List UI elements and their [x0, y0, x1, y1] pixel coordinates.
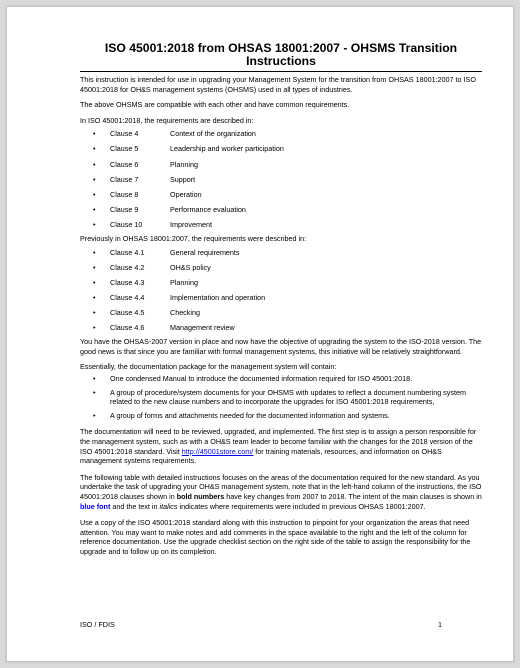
list-item: [80, 411, 482, 421]
bullet-icon: •: [93, 144, 96, 154]
bullet-icon: •: [93, 174, 96, 184]
clause-name: Planning: [170, 159, 198, 169]
compatible-paragraph: The above OHSMS are compatible with each other and have common requirements.: [80, 100, 350, 110]
upgrade-paragraph: You have the OHSAS-2007 version in place and now have the objective of upgrading the system to the ISO-2018 version. The good news is that since you are familiar with formal management systems, this initiative will be relatively straightforward.: [80, 337, 482, 356]
clause-name: Checking: [170, 308, 200, 317]
copy-paragraph: Use a copy of the ISO 45001:2018 standard along with this instruction to pinpoint for your organization the areas that need attention. You may want to make notes and add comments in the space available to the right and the left of the column for reference documentation. Use the upgrade checklist section on the right side of the table to assign the responsibility for the upgrade and to follow up on its completion.: [80, 518, 471, 556]
bullet-icon: •: [93, 247, 96, 257]
italics-text: italics: [159, 501, 178, 511]
store-link[interactable]: http://45001store.com/: [181, 446, 254, 456]
table-text-3: and the text in: [110, 501, 160, 511]
clause-number: Clause 4.3: [110, 277, 145, 287]
clause-name: Performance evaluation: [170, 204, 246, 214]
clause-number: Clause 4.6: [110, 323, 145, 333]
table-text-1: The following table with detailed instructions focuses on the areas of the documentation required for the new standard. As you undertake the task of upgrading your OH&S management system, note that in the left-hand column of the instructions, the ISO 45001:2018 clauses shown in: [80, 472, 482, 501]
clause-number: Clause 6: [110, 159, 139, 169]
bullet-icon: •: [93, 189, 96, 199]
package-list: [80, 374, 482, 420]
ohsas-clause-list: [80, 247, 482, 338]
clause-number: Clause 7: [110, 174, 139, 184]
clause-name: Leadership and worker participation: [170, 144, 284, 154]
list-item: [80, 322, 482, 337]
list-item: [80, 388, 482, 407]
clause-name: OH&S policy: [170, 262, 211, 272]
blue-font-text: blue font: [80, 501, 111, 511]
bullet-icon: •: [93, 277, 96, 287]
bold-numbers-text: bold numbers: [176, 491, 225, 501]
table-instructions-paragraph: [80, 473, 482, 511]
list-item: [80, 204, 482, 219]
bullet-icon: •: [93, 410, 96, 420]
bullet-icon: •: [93, 204, 96, 214]
document-title: ISO 45001:2018 from OHSAS 18001:2007 - OHSMS Transition Instructions: [80, 42, 482, 72]
list-item: [80, 292, 482, 307]
list-item: [80, 189, 482, 204]
intro-paragraph: This instruction is intended for use in upgrading your Management System for the transition from OHSAS 18001:2007 to ISO 45001:2018 for OH&S management systems (OHSMS) used in all types of industries.: [80, 75, 476, 94]
clause-number: Clause 9: [110, 204, 139, 214]
clause-number: Clause 4: [110, 129, 139, 139]
list-item: [80, 174, 482, 189]
clause-number: Clause 10: [110, 219, 143, 229]
footer-label: ISO / FDIS: [80, 620, 115, 629]
bullet-icon: •: [93, 387, 96, 397]
list-item: [80, 277, 482, 292]
bullet-icon: •: [93, 308, 96, 317]
list-item: [80, 247, 482, 262]
clause-name: Planning: [170, 277, 198, 287]
package-item-text: One condensed Manual to introduce the documented information required for ISO 45001:2018.: [110, 373, 413, 383]
iso-lead-paragraph: In ISO 45001:2018, the requirements are described in:: [80, 115, 254, 125]
clause-name: Support: [170, 174, 196, 184]
list-item: [80, 159, 482, 174]
clause-name: Context of the organization: [170, 129, 256, 139]
list-item: [80, 262, 482, 277]
package-item-text: A group of forms and attachments needed for the documented information and systems.: [110, 410, 390, 420]
package-lead-paragraph: Essentially, the documentation package for the management system will contain:: [80, 362, 337, 372]
document-body: [80, 42, 482, 556]
review-text-end: for training materials, resources, and information on OH&S management systems requirements.: [80, 446, 442, 466]
list-item: [80, 219, 482, 234]
bullet-icon: •: [93, 159, 96, 169]
ohsas-lead-paragraph: Previously in OHSAS 18001:2007, the requirements were described in:: [80, 234, 307, 244]
page-footer: [80, 620, 442, 629]
list-item: [80, 374, 482, 384]
clause-name: Operation: [170, 189, 202, 199]
iso-clause-list: [80, 128, 482, 234]
clause-number: Clause 4.5: [110, 308, 145, 317]
clause-number: Clause 4.1: [110, 247, 145, 257]
clause-number: Clause 4.2: [110, 262, 145, 272]
bullet-icon: •: [93, 129, 96, 139]
review-paragraph: [80, 427, 482, 465]
document-page: [6, 6, 514, 662]
page-number: 1: [438, 620, 442, 629]
bullet-icon: •: [93, 292, 96, 302]
clause-name: Management review: [170, 323, 235, 333]
list-item: [80, 143, 482, 158]
clause-number: Clause 4.4: [110, 292, 145, 302]
bullet-icon: •: [93, 373, 96, 383]
clause-name: Improvement: [170, 219, 212, 229]
table-text-2: have key changes from 2007 to 2018. The intent of the main clauses is shown in: [224, 491, 482, 501]
list-item: [80, 307, 482, 322]
table-text-4: indicates where requirements were included in previous OHSAS 18001:2007.: [177, 501, 426, 511]
bullet-icon: •: [93, 262, 96, 272]
bullet-icon: •: [93, 323, 96, 333]
clause-name: Implementation and operation: [170, 292, 266, 302]
package-item-text: A group of procedure/system documents for your OHSMS with updates to reflect a document numbering system related to the new clause numbers and to incorporate the upgrades for ISO 45001:2018 requirements,: [110, 387, 466, 407]
clause-number: Clause 5: [110, 144, 139, 154]
review-text-start: The documentation will need to be reviewed, upgraded, and implemented. The first step is to assign a person responsible for the management system, such as with a OH&S team leader to become familiar with the changes for the 2018 version of the ISO 45001:2018 standard. Visit: [80, 427, 477, 456]
clause-number: Clause 8: [110, 189, 139, 199]
clause-name: General requirements: [170, 247, 240, 257]
bullet-icon: •: [93, 219, 96, 229]
list-item: [80, 128, 482, 143]
